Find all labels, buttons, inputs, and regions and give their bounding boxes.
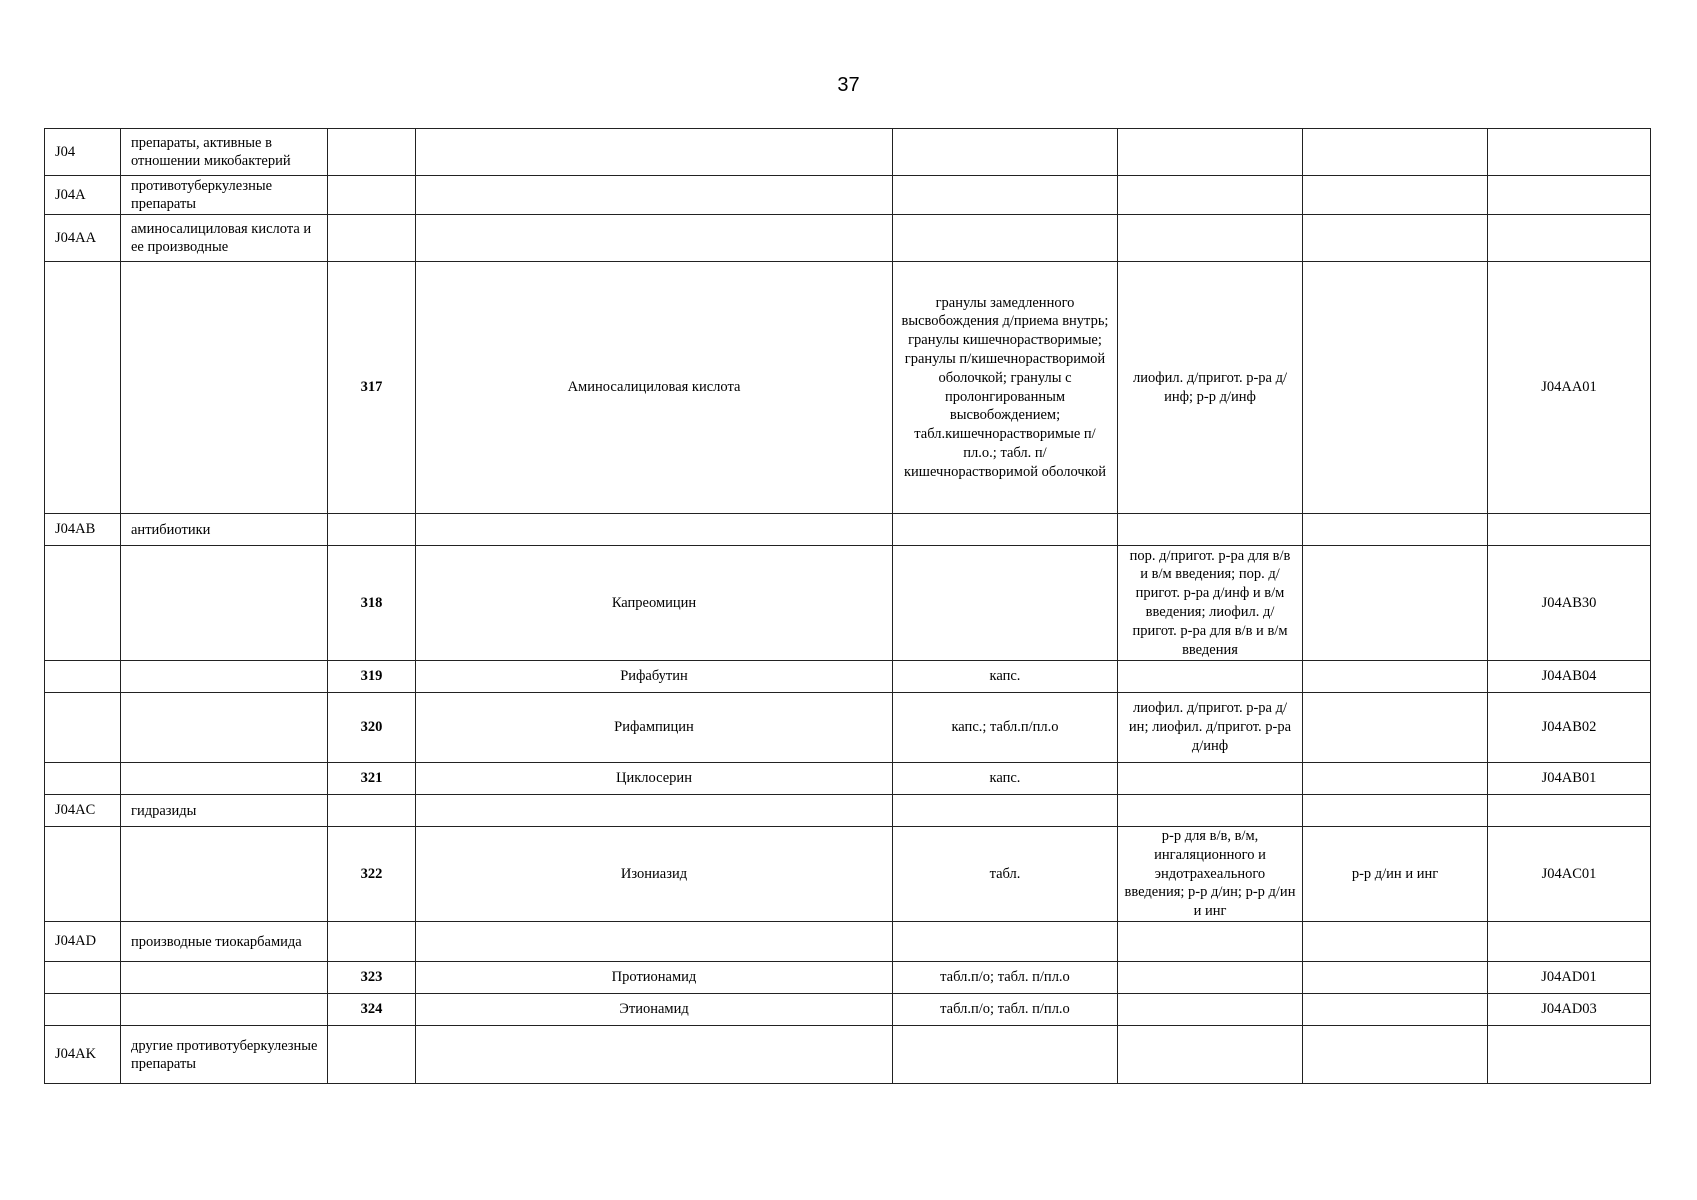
atc-group-code: J04A xyxy=(45,176,121,215)
atc-group-code: J04AC xyxy=(45,795,121,827)
injection-form: пор. д/пригот. р-ра для в/в и в/м введения; пор. д/пригот. р-ра д/инф и в/м введения; лиофил. д/пригот. р-ра для в/в и в/м введения xyxy=(1118,546,1303,661)
page-number: 37 xyxy=(837,74,860,96)
empty-cell xyxy=(1488,795,1651,827)
empty-cell xyxy=(1118,1026,1303,1084)
drug-name: Рифабутин xyxy=(416,661,893,693)
empty-cell xyxy=(1488,215,1651,262)
drug-name: Аминосалициловая кислота xyxy=(416,262,893,514)
injection-form xyxy=(1118,661,1303,693)
atc-group-name: производные тиокарбамида xyxy=(121,922,328,962)
oral-form: табл.п/о; табл. п/пл.о xyxy=(893,994,1118,1026)
empty-cell xyxy=(121,763,328,795)
injection-form xyxy=(1118,962,1303,994)
atc-group-name: антибиотики xyxy=(121,514,328,546)
empty-cell xyxy=(416,129,893,176)
empty-cell xyxy=(893,215,1118,262)
atc-group-code: J04AD xyxy=(45,922,121,962)
empty-cell xyxy=(121,262,328,514)
atc-group-name: другие противотуберкулезные препараты xyxy=(121,1026,328,1084)
empty-cell xyxy=(121,962,328,994)
group-row xyxy=(45,795,1651,827)
group-row xyxy=(45,922,1651,962)
drug-row xyxy=(45,262,1651,514)
empty-cell xyxy=(893,1026,1118,1084)
drug-name: Капреомицин xyxy=(416,546,893,661)
empty-cell xyxy=(328,922,416,962)
atc-group-name: гидразиды xyxy=(121,795,328,827)
drug-row xyxy=(45,693,1651,763)
other-form xyxy=(1303,994,1488,1026)
empty-cell xyxy=(1118,176,1303,215)
empty-cell xyxy=(121,693,328,763)
oral-form: гранулы замедленного высвобождения д/приема внутрь; гранулы кишечнорастворимые; гранулы п/кишечнорастворимой оболочкой; гранулы с пролонгированным высвобождением; табл.кишечнорастворимые п/пл.о.; табл. п/кишечнорастворимой оболочкой xyxy=(893,262,1118,514)
injection-form: лиофил. д/пригот. р-ра д/инф; р-р д/инф xyxy=(1118,262,1303,514)
empty-cell xyxy=(893,176,1118,215)
empty-cell xyxy=(416,922,893,962)
atc-group-code: J04AK xyxy=(45,1026,121,1084)
injection-form: лиофил. д/пригот. р-ра д/ин; лиофил. д/пригот. р-ра д/инф xyxy=(1118,693,1303,763)
empty-cell xyxy=(1303,176,1488,215)
atc-code: J04AC01 xyxy=(1488,827,1651,922)
oral-form xyxy=(893,546,1118,661)
empty-cell xyxy=(328,795,416,827)
empty-cell xyxy=(1488,176,1651,215)
atc-group-code: J04AA xyxy=(45,215,121,262)
empty-cell xyxy=(328,1026,416,1084)
empty-cell xyxy=(1303,514,1488,546)
empty-cell xyxy=(1488,129,1651,176)
atc-group-code: J04AB xyxy=(45,514,121,546)
drug-number: 319 xyxy=(328,661,416,693)
empty-cell xyxy=(1303,922,1488,962)
drug-row xyxy=(45,661,1651,693)
empty-cell xyxy=(1488,514,1651,546)
group-row xyxy=(45,1026,1651,1084)
empty-cell xyxy=(893,922,1118,962)
empty-cell xyxy=(328,514,416,546)
empty-cell xyxy=(328,215,416,262)
other-form xyxy=(1303,262,1488,514)
drug-name: Изониазид xyxy=(416,827,893,922)
empty-cell xyxy=(45,693,121,763)
empty-cell xyxy=(121,661,328,693)
group-row xyxy=(45,514,1651,546)
drug-name: Этионамид xyxy=(416,994,893,1026)
drug-name: Циклосерин xyxy=(416,763,893,795)
empty-cell xyxy=(45,763,121,795)
empty-cell xyxy=(416,514,893,546)
drug-name: Рифампицин xyxy=(416,693,893,763)
injection-form: р-р для в/в, в/м, ингаляционного и эндотрахеального введения; р-р д/ин; р-р д/ин и инг xyxy=(1118,827,1303,922)
drug-number: 323 xyxy=(328,962,416,994)
empty-cell xyxy=(1488,922,1651,962)
atc-code: J04AB01 xyxy=(1488,763,1651,795)
other-form xyxy=(1303,546,1488,661)
empty-cell xyxy=(416,176,893,215)
drug-number: 324 xyxy=(328,994,416,1026)
injection-form xyxy=(1118,994,1303,1026)
empty-cell xyxy=(1118,514,1303,546)
atc-code: J04AD01 xyxy=(1488,962,1651,994)
other-form xyxy=(1303,693,1488,763)
group-row xyxy=(45,215,1651,262)
drug-name: Протионамид xyxy=(416,962,893,994)
empty-cell xyxy=(893,129,1118,176)
empty-cell xyxy=(1118,795,1303,827)
empty-cell xyxy=(45,661,121,693)
empty-cell xyxy=(1118,215,1303,262)
drug-row xyxy=(45,763,1651,795)
other-form xyxy=(1303,661,1488,693)
drug-number: 322 xyxy=(328,827,416,922)
oral-form: капс. xyxy=(893,661,1118,693)
empty-cell xyxy=(1118,922,1303,962)
atc-code: J04AB30 xyxy=(1488,546,1651,661)
drug-number: 321 xyxy=(328,763,416,795)
empty-cell xyxy=(45,262,121,514)
empty-cell xyxy=(893,795,1118,827)
drug-list-table xyxy=(44,128,1651,1084)
atc-code: J04AB04 xyxy=(1488,661,1651,693)
oral-form: капс. xyxy=(893,763,1118,795)
empty-cell xyxy=(121,546,328,661)
atc-code: J04AB02 xyxy=(1488,693,1651,763)
empty-cell xyxy=(1118,129,1303,176)
oral-form: табл. xyxy=(893,827,1118,922)
empty-cell xyxy=(1303,129,1488,176)
empty-cell xyxy=(45,962,121,994)
oral-form: капс.; табл.п/пл.о xyxy=(893,693,1118,763)
group-row xyxy=(45,129,1651,176)
empty-cell xyxy=(121,994,328,1026)
drug-row xyxy=(45,994,1651,1026)
atc-group-name: противотуберкулезные препараты xyxy=(121,176,328,215)
drug-row xyxy=(45,962,1651,994)
other-form: р-р д/ин и инг xyxy=(1303,827,1488,922)
other-form xyxy=(1303,763,1488,795)
empty-cell xyxy=(45,994,121,1026)
oral-form: табл.п/о; табл. п/пл.о xyxy=(893,962,1118,994)
empty-cell xyxy=(45,827,121,922)
empty-cell xyxy=(1303,795,1488,827)
empty-cell xyxy=(1303,215,1488,262)
group-row xyxy=(45,176,1651,215)
atc-group-name: препараты, активные в отношении микобактерий xyxy=(121,129,328,176)
empty-cell xyxy=(121,827,328,922)
other-form xyxy=(1303,962,1488,994)
empty-cell xyxy=(328,176,416,215)
empty-cell xyxy=(893,514,1118,546)
atc-group-name: аминосалициловая кислота и ее производные xyxy=(121,215,328,262)
drug-row xyxy=(45,827,1651,922)
atc-code: J04AD03 xyxy=(1488,994,1651,1026)
empty-cell xyxy=(328,129,416,176)
empty-cell xyxy=(45,546,121,661)
empty-cell xyxy=(1303,1026,1488,1084)
empty-cell xyxy=(416,215,893,262)
empty-cell xyxy=(1488,1026,1651,1084)
drug-number: 318 xyxy=(328,546,416,661)
drug-number: 317 xyxy=(328,262,416,514)
atc-group-code: J04 xyxy=(45,129,121,176)
injection-form xyxy=(1118,763,1303,795)
empty-cell xyxy=(416,1026,893,1084)
empty-cell xyxy=(416,795,893,827)
atc-code: J04AA01 xyxy=(1488,262,1651,514)
drug-row xyxy=(45,546,1651,661)
drug-number: 320 xyxy=(328,693,416,763)
